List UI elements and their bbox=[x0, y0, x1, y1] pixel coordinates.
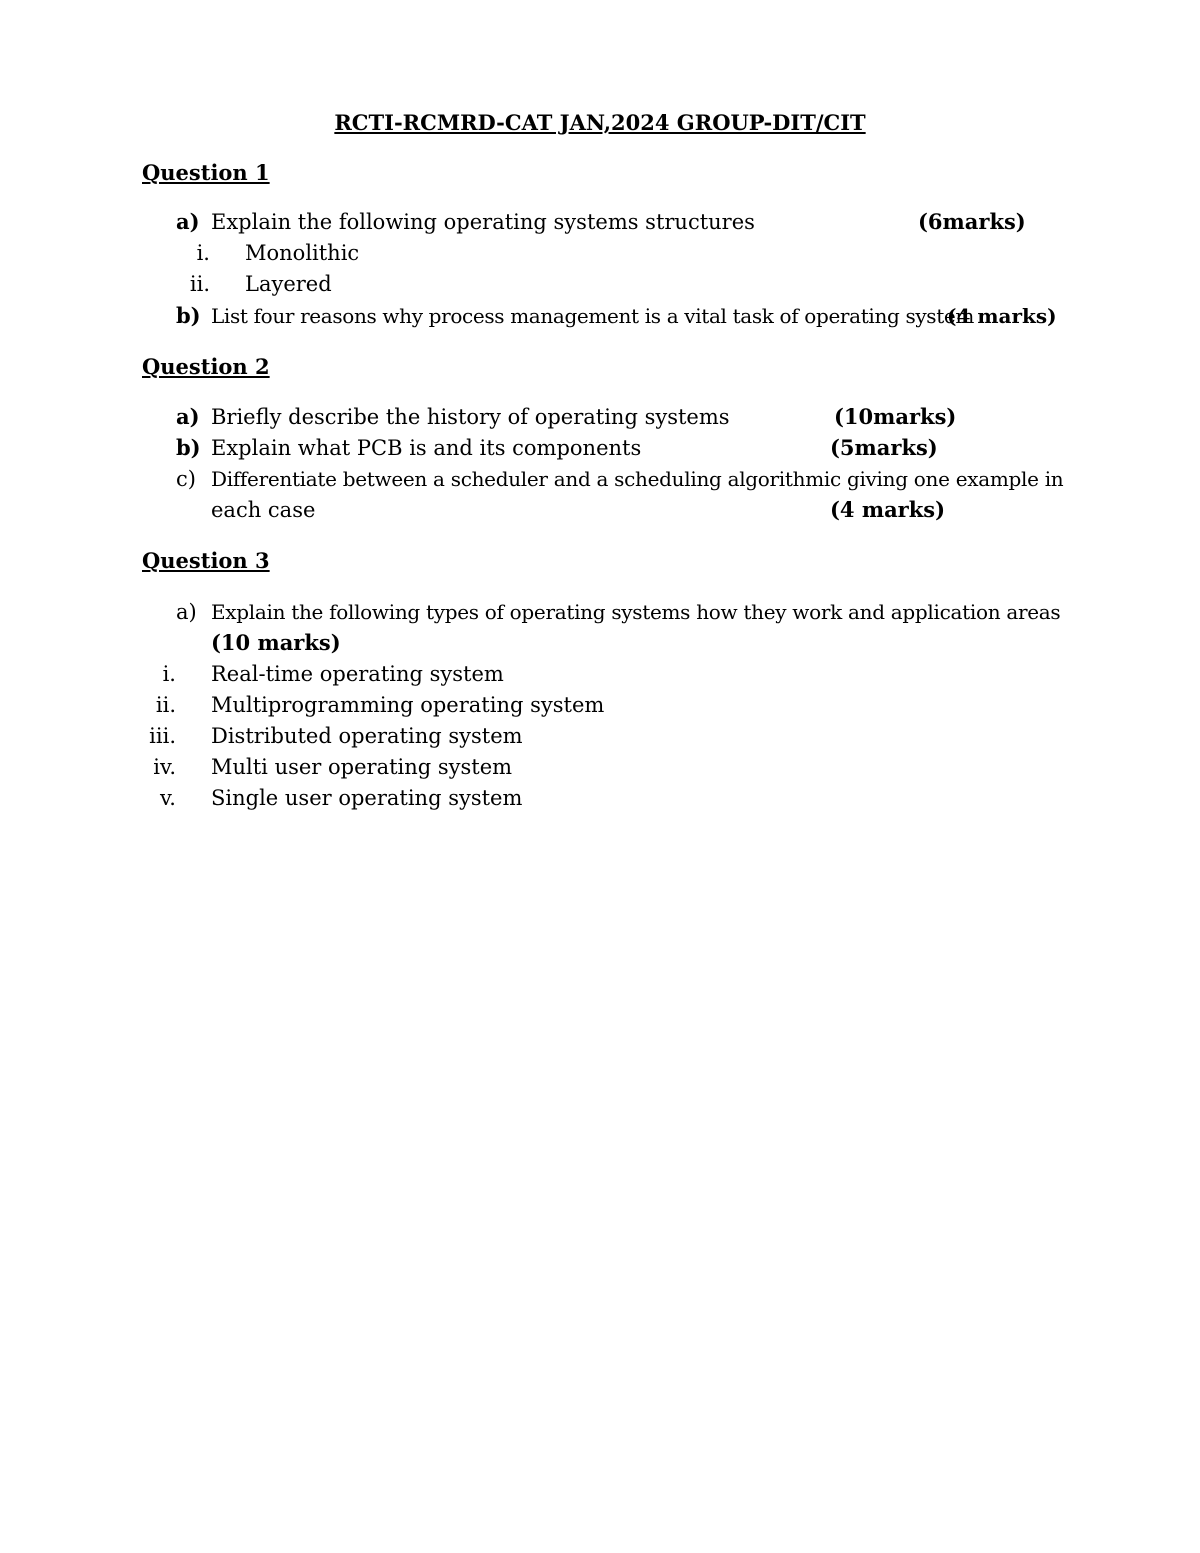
q3-item-text: Single user operating system bbox=[211, 786, 523, 810]
q3-item-num: iii. bbox=[149, 724, 176, 748]
q2-c-text: Differentiate between a scheduler and a scheduling algorithmic giving one example in bbox=[211, 467, 1064, 491]
q1-a-label: a) bbox=[176, 209, 200, 234]
q3-item-num: i. bbox=[162, 662, 176, 686]
q3-a-label: a) bbox=[176, 600, 197, 624]
q2-b-marks: (5marks) bbox=[830, 435, 938, 460]
q1-b-text: List four reasons why process management is a vital task of operating system bbox=[211, 304, 975, 328]
q1-a-sub-num: ii. bbox=[189, 272, 210, 296]
q1-a-sub-text: Monolithic bbox=[245, 241, 360, 265]
q3-item-text: Distributed operating system bbox=[211, 724, 523, 748]
page-title: RCTI-RCMRD-CAT JAN,2024 GROUP-DIT/CIT bbox=[334, 110, 866, 135]
q3-item-num: v. bbox=[159, 786, 176, 810]
q2-c-text-continued: each case bbox=[211, 498, 316, 522]
q3-item-num: iv. bbox=[153, 755, 176, 779]
q3-item-num: ii. bbox=[155, 693, 176, 717]
q2-a-label: a) bbox=[176, 404, 200, 429]
question-2-heading: Question 2 bbox=[142, 354, 270, 379]
q2-c-label: c) bbox=[176, 467, 196, 491]
q1-a-marks: (6marks) bbox=[918, 209, 1026, 234]
q2-a-marks: (10marks) bbox=[834, 404, 957, 429]
q1-a-sub-num: i. bbox=[196, 241, 210, 265]
q2-b-label: b) bbox=[176, 435, 201, 460]
q2-a-text: Briefly describe the history of operating systems bbox=[211, 405, 730, 429]
question-1-heading: Question 1 bbox=[142, 160, 270, 185]
q3-item-text: Multi user operating system bbox=[211, 755, 513, 779]
q1-a-text: Explain the following operating systems structures bbox=[211, 210, 755, 234]
q3-item-text: Multiprogramming operating system bbox=[211, 693, 605, 717]
q3-a-marks: (10 marks) bbox=[211, 630, 341, 655]
q1-b-marks: (4 marks) bbox=[947, 304, 1057, 328]
question-3-heading: Question 3 bbox=[142, 548, 270, 573]
q3-a-text: Explain the following types of operating systems how they work and application areas bbox=[211, 600, 1061, 624]
q2-c-marks: (4 marks) bbox=[830, 497, 946, 522]
q1-a-sub-text: Layered bbox=[245, 272, 332, 296]
q1-b-label: b) bbox=[176, 303, 201, 328]
q2-b-text: Explain what PCB is and its components bbox=[211, 436, 642, 460]
q3-item-text: Real-time operating system bbox=[211, 662, 504, 686]
